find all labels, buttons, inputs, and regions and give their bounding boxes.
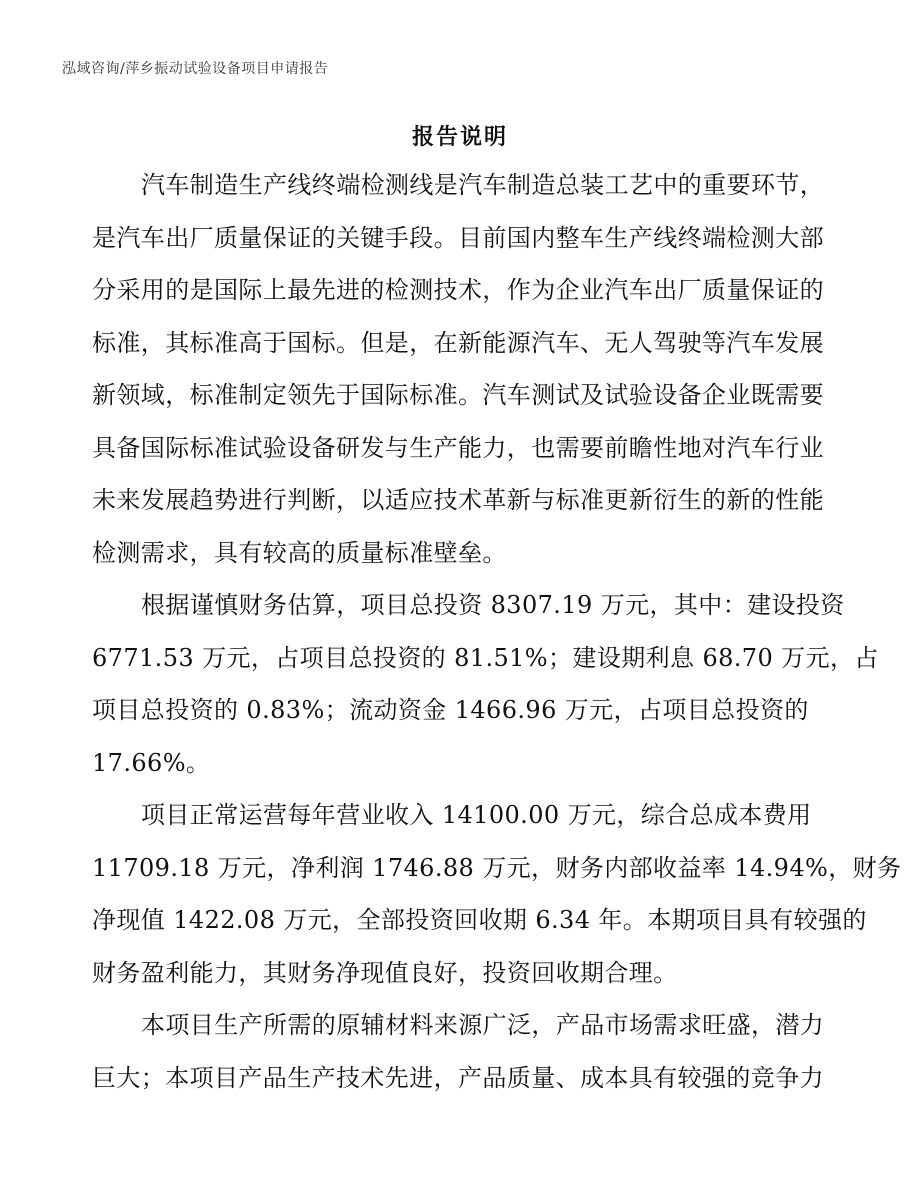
text-line: 分采用的是国际上最先进的检测技术，作为企业汽车出厂质量保证的 [92,276,824,304]
text-line: 净现值 1422.08 万元，全部投资回收期 6.34 年。本期项目具有较强的 [92,906,867,934]
text-line: 6771.53 万元，占项目总投资的 81.51%；建设期利息 68.70 万元，占 [92,643,879,672]
text-line: 具备国际标准试验设备研发与生产能力，也需要前瞻性地对汽车行业 [92,433,824,462]
text-line: 项目总投资的 0.83%；流动资金 1466.96 万元，占项目总投资的 [92,696,809,724]
text-line: 新领域，标准制定领先于国际标准。汽车测试及试验设备企业既需要 [92,381,824,409]
text-line: 未来发展趋势进行判断，以适应技术革新与标准更新衍生的新的性能 [92,486,824,514]
paragraph-overview [92,159,832,579]
text-line: 巨大；本项目产品生产技术先进，产品质量、成本具有较强的竞争力 [92,1063,824,1092]
paragraph-financials [92,789,902,999]
text-line: 项目正常运营每年营业收入 14100.00 万元，综合总成本费用 [141,801,812,829]
running-header: 泓域咨询/萍乡振动试验设备项目申请报告 [62,61,329,77]
text-line: 汽车制造生产线终端检测线是汽车制造总装工艺中的重要环节， [141,171,825,199]
text-line: 检测需求，具有较高的质量标准壁垒。 [92,538,507,567]
page-title: 报告说明 [411,125,508,150]
text-line: 财务盈利能力，其财务净现值良好，投资回收期合理。 [92,958,678,987]
text-line: 11709.18 万元，净利润 1746.88 万元，财务内部收益率 14.94%，财务 [92,853,902,882]
text-line: 是汽车出厂质量保证的关键手段。目前国内整车生产线终端检测大部 [92,223,824,252]
text-line: 标准，其标准高于国标。但是，在新能源汽车、无人驾驶等汽车发展 [92,328,824,357]
text-line: 根据谨慎财务估算，项目总投资 8307.19 万元，其中：建设投资 [141,591,845,619]
text-line: 本项目生产所需的原辅材料来源广泛，产品市场需求旺盛，潜力 [141,1011,825,1039]
paragraph-market [92,999,832,1104]
text-line: 17.66%。 [92,748,211,777]
paragraph-investment [92,579,879,789]
document-body [92,159,902,1104]
